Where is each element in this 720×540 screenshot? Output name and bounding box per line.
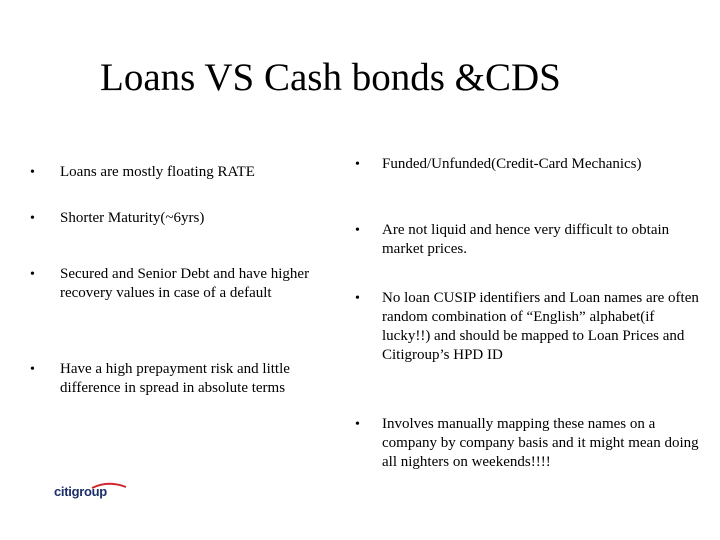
bullet-dot: • [30, 211, 35, 226]
bullet-item [30, 163, 320, 182]
logo-text: citigroup [54, 484, 107, 499]
bullet-dot: • [30, 267, 35, 282]
bullet-text: No loan CUSIP identifiers and Loan names are often random combination of “English” alphabet(if lucky!!) and should be mapped to Loan Prices and Citigroup’s HPD ID [382, 290, 699, 363]
bullet-text: Are not liquid and hence very difficult to obtain market prices. [382, 222, 670, 257]
bullet-text: Shorter Maturity(~6yrs) [60, 210, 205, 226]
bullet-item [30, 360, 344, 398]
bullet-text: Loans are mostly floating RATE [60, 164, 255, 180]
slide-title: Loans VS Cash bonds &CDS [100, 56, 561, 99]
bullet-text: Funded/Unfunded(Credit-Card Mechanics) [382, 156, 642, 172]
bullet-item [355, 289, 705, 365]
bullet-item [30, 209, 320, 228]
bullet-item [355, 415, 705, 472]
bullet-dot: • [30, 362, 35, 377]
bullet-text: Involves manually mapping these names on a company by company basis and it might mean doing all nighters on weekends!!!! [382, 416, 699, 470]
bullet-dot: • [355, 291, 360, 306]
bullet-item [355, 221, 705, 259]
bullet-dot: • [30, 165, 35, 180]
bullet-dot: • [355, 223, 360, 238]
bullet-text: Have a high prepayment risk and little difference in spread in absolute terms [60, 361, 290, 396]
citigroup-logo [52, 480, 132, 504]
bullet-item [30, 265, 324, 303]
bullet-dot: • [355, 417, 360, 432]
bullet-text: Secured and Senior Debt and have higher recovery values in case of a default [60, 266, 310, 301]
bullet-item [355, 155, 710, 174]
bullet-dot: • [355, 157, 360, 172]
